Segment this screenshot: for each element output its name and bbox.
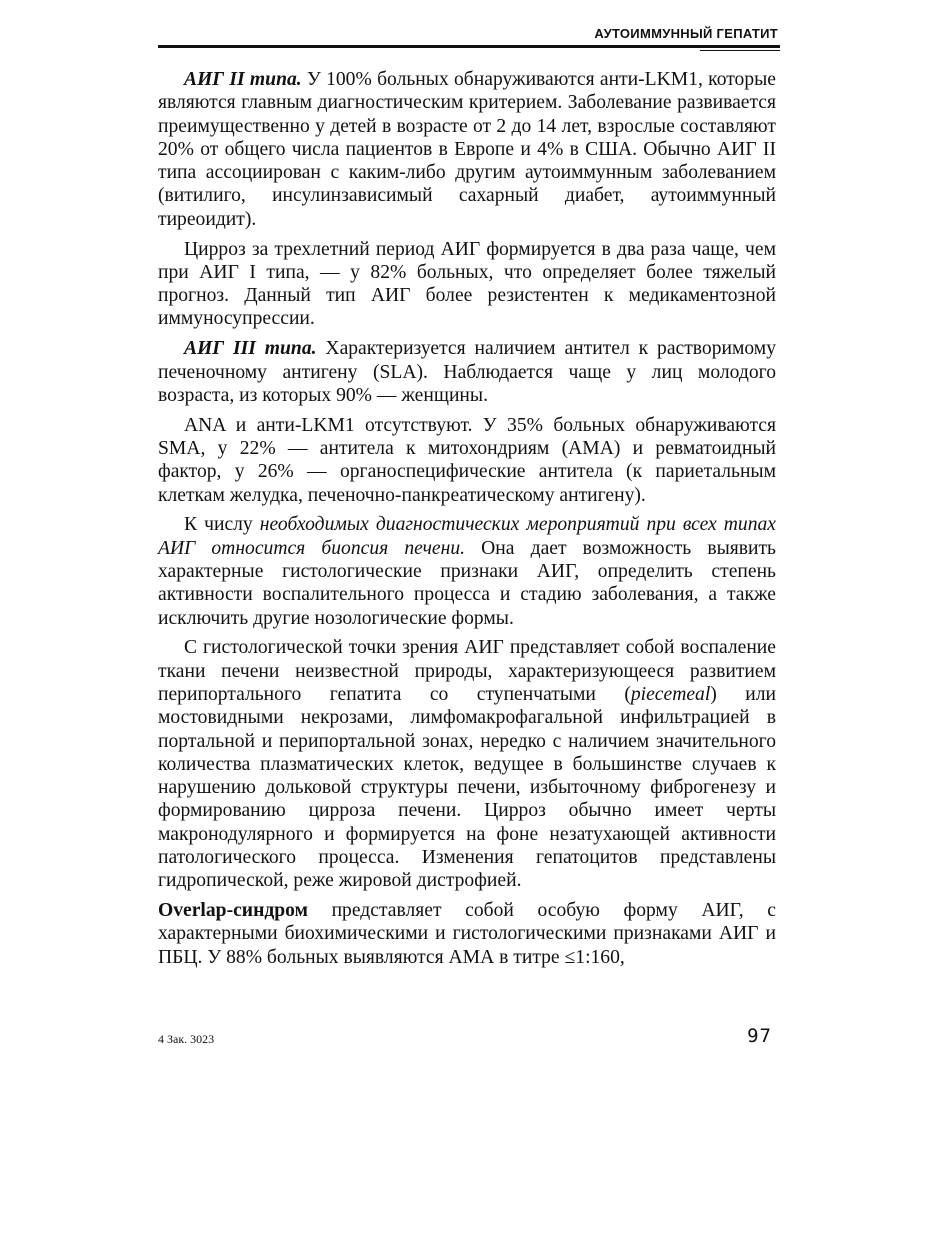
- paragraph-text: ) или мостовидными некрозами, лимфомакрофагальной инфильтрацией в портальной и перипортальной зонах, нередко с наличием значительного количества плазматических клеток, ведущее в большинстве случаев к нарушению дольковой структуры печени, избыточному фиброгенезу и формированию цирроза печени. Цирроз обычно имеет черты макронодулярного и формируется на фоне незатухающей активности патологического процесса. Изменения гепатоцитов представлены гидропической, реже жировой дистрофией.: [158, 683, 776, 892]
- paragraph-antibodies: [158, 414, 776, 507]
- paragraph-overlap: [158, 899, 776, 969]
- paragraph-pre: С гистологической точки зрения АИГ представляет собой воспаление ткани печени неизвестной природы, характеризующееся развитием перипортального гепатита со ступенчатыми (: [158, 637, 776, 705]
- paragraph-biopsy: [158, 513, 776, 629]
- paragraph-text: Характеризуется наличием антител к растворимому печеночному антигену (SLA). Наблюдается чаще у лиц молодого возраста, из которых 90% — женщины.: [158, 338, 776, 406]
- paragraph-aig-type-2: [158, 68, 776, 231]
- body-text: [158, 68, 776, 975]
- page-number: 97: [747, 1025, 772, 1047]
- paragraph-text: Цирроз за трехлетний период АИГ формируется в два раза чаще, чем при АИГ I типа, — у 82% больных, что определяет более тяжелый прогноз. Данный тип АИГ более резистентен к медикаментозной иммуносупрессии.: [158, 238, 776, 330]
- paragraph-histology: [158, 636, 776, 892]
- paragraph-text: ANA и анти-LKM1 отсутствуют. У 35% больных обнаруживаются SMA, у 22% — антитела к митохондриям (АМА) и ревматоидный фактор, у 26% — органоспецифические антитела (к париетальным клеткам желудка, печеночно-панкреатическому антигену).: [158, 414, 776, 506]
- paragraph-text: представляет собой особую форму АИГ, с характерными биохимическими и гистологическими признаками АИГ и ПБЦ. У 88% больных выявляются АМА в титре ≤1:160,: [158, 900, 776, 968]
- paragraph-lead: АИГ III типа.: [184, 338, 317, 360]
- paragraph-italic: piecemeal: [630, 683, 711, 705]
- paragraph-lead: Overlap-синдром: [158, 900, 308, 922]
- paragraph-italic: необходимых диагностических мероприятий при всех типах АИГ относится биопсия печени.: [158, 514, 776, 559]
- running-title: АУТОИММУННЫЙ ГЕПАТИТ: [594, 26, 778, 41]
- paragraph-lead: АИГ II типа.: [184, 69, 302, 90]
- header-rule: [158, 45, 780, 48]
- paragraph-pre: К числу: [184, 514, 260, 536]
- paragraph-cirrhosis: [158, 238, 776, 331]
- printer-mark: 4 Зак. 3023: [158, 1032, 215, 1046]
- header-rule-thin: [700, 50, 780, 51]
- paragraph-text: У 100% больных обнаруживаются анти-LKM1, которые являются главным диагностическим критерием. Заболевание развивается преимущественно у детей в возрасте от 2 до 14 лет, взрослые составляют 20% от общего числа пациентов в Европе и 4% в США. Обычно АИГ II типа ассоциирован с каким-либо другим аутоиммунным заболеванием (витилиго, инсулинзависимый сахарный диабет, аутоиммунный тиреоидит).: [158, 69, 776, 230]
- paragraph-aig-type-3: [158, 337, 776, 407]
- paragraph-text: Она дает возможность выявить характерные гистологические признаки АИГ, определить степень активности воспалительного процесса и стадию заболевания, а также исключить другие нозологические формы.: [158, 537, 776, 629]
